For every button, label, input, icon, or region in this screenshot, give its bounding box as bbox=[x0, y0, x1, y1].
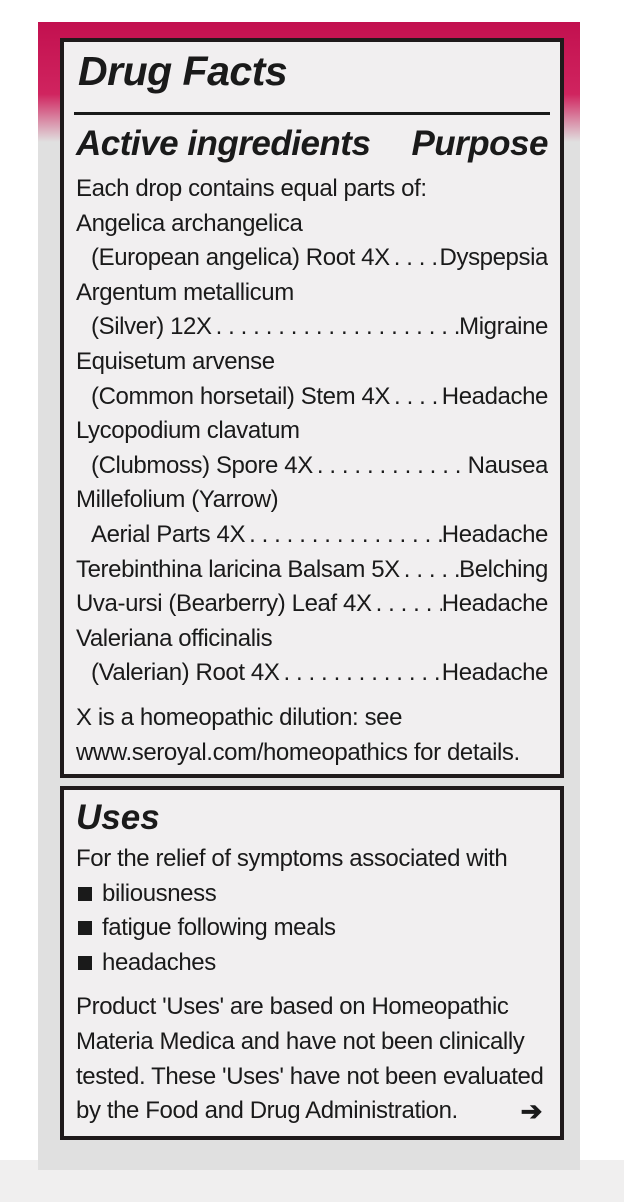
title-rule bbox=[74, 112, 550, 115]
leader-dots bbox=[372, 587, 442, 622]
ingredient-name: Argentum metallicum bbox=[76, 278, 294, 306]
drug-facts-title: Drug Facts bbox=[78, 48, 288, 94]
ingredient-row: Aerial Parts 4X . . . Headache bbox=[76, 518, 548, 553]
leader-dots bbox=[390, 241, 440, 276]
ingredient-row: Terebinthina laricina Balsam 5X . . . Belching bbox=[76, 553, 548, 588]
uses-body bbox=[76, 842, 548, 1129]
ingredient-row: (Common horsetail) Stem 4X . . . Headache bbox=[76, 380, 548, 415]
uses-bullet: fatigue following meals bbox=[76, 911, 548, 946]
ingredient-intro: Each drop contains equal parts of: bbox=[76, 175, 427, 202]
ingredient-row: (Valerian) Root 4X . . . Headache bbox=[76, 656, 548, 691]
ingredient-purpose: Migraine bbox=[459, 313, 548, 341]
square-bullet-icon bbox=[78, 921, 92, 935]
ingredient-name: Angelica archangelica bbox=[76, 209, 303, 237]
uses-disclaimer: by the Food and Drug Administration. ➔ bbox=[76, 1094, 548, 1129]
purpose-heading: Purpose bbox=[411, 124, 548, 163]
leader-dots bbox=[245, 518, 442, 553]
ingredient-name: Valeriana officinalis bbox=[76, 624, 273, 652]
ingredient-purpose: Headache bbox=[441, 590, 548, 618]
uses-panel bbox=[60, 786, 564, 1140]
uses-bullet: headaches bbox=[76, 946, 548, 981]
ingredient-purpose: Headache bbox=[441, 659, 548, 687]
active-ingredients-header bbox=[76, 124, 548, 164]
ingredient-purpose: Belching bbox=[459, 555, 548, 583]
arrow-right-icon: ➔ bbox=[520, 1096, 542, 1127]
leader-dots bbox=[212, 310, 460, 345]
ingredient-name: Millefolium (Yarrow) bbox=[76, 486, 279, 514]
ingredient-row: (Clubmoss) Spore 4X . . . Nausea bbox=[76, 449, 548, 484]
dilution-note-link: www.seroyal.com/homeopathics for details. bbox=[76, 738, 520, 766]
ingredient-purpose: Headache bbox=[441, 520, 548, 548]
leader-dots bbox=[400, 553, 459, 588]
ingredient-row: (European angelica) Root 4X . . . Dyspepsia bbox=[76, 241, 548, 276]
ingredient-name: Lycopodium clavatum bbox=[76, 417, 300, 445]
uses-bullet: biliousness bbox=[76, 877, 548, 912]
ingredient-list bbox=[76, 172, 548, 770]
uses-disclaimer: Materia Medica and have not been clinically bbox=[76, 1027, 525, 1055]
uses-disclaimer: Product 'Uses' are based on Homeopathic bbox=[76, 993, 509, 1021]
uses-disclaimer: tested. These 'Uses' have not been evaluated bbox=[76, 1062, 544, 1090]
ingredient-row: Uva-ursi (Bearberry) Leaf 4X . . . Headache bbox=[76, 587, 548, 622]
uses-intro: For the relief of symptoms associated with bbox=[76, 845, 508, 872]
ingredient-row: (Silver) 12X . . . Migraine bbox=[76, 310, 548, 345]
dilution-note: X is a homeopathic dilution: see bbox=[76, 703, 403, 731]
ingredient-purpose: Dyspepsia bbox=[439, 244, 548, 272]
square-bullet-icon bbox=[78, 956, 92, 970]
ingredient-name: Equisetum arvense bbox=[76, 347, 275, 375]
active-ingredients-heading: Active ingredients bbox=[76, 124, 371, 163]
leader-dots bbox=[390, 380, 442, 415]
ingredient-purpose: Nausea bbox=[467, 451, 548, 479]
drug-facts-panel bbox=[60, 38, 564, 778]
leader-dots bbox=[313, 449, 468, 484]
ingredient-purpose: Headache bbox=[441, 382, 548, 410]
leader-dots bbox=[279, 656, 441, 691]
square-bullet-icon bbox=[78, 887, 92, 901]
uses-title: Uses bbox=[76, 798, 160, 837]
